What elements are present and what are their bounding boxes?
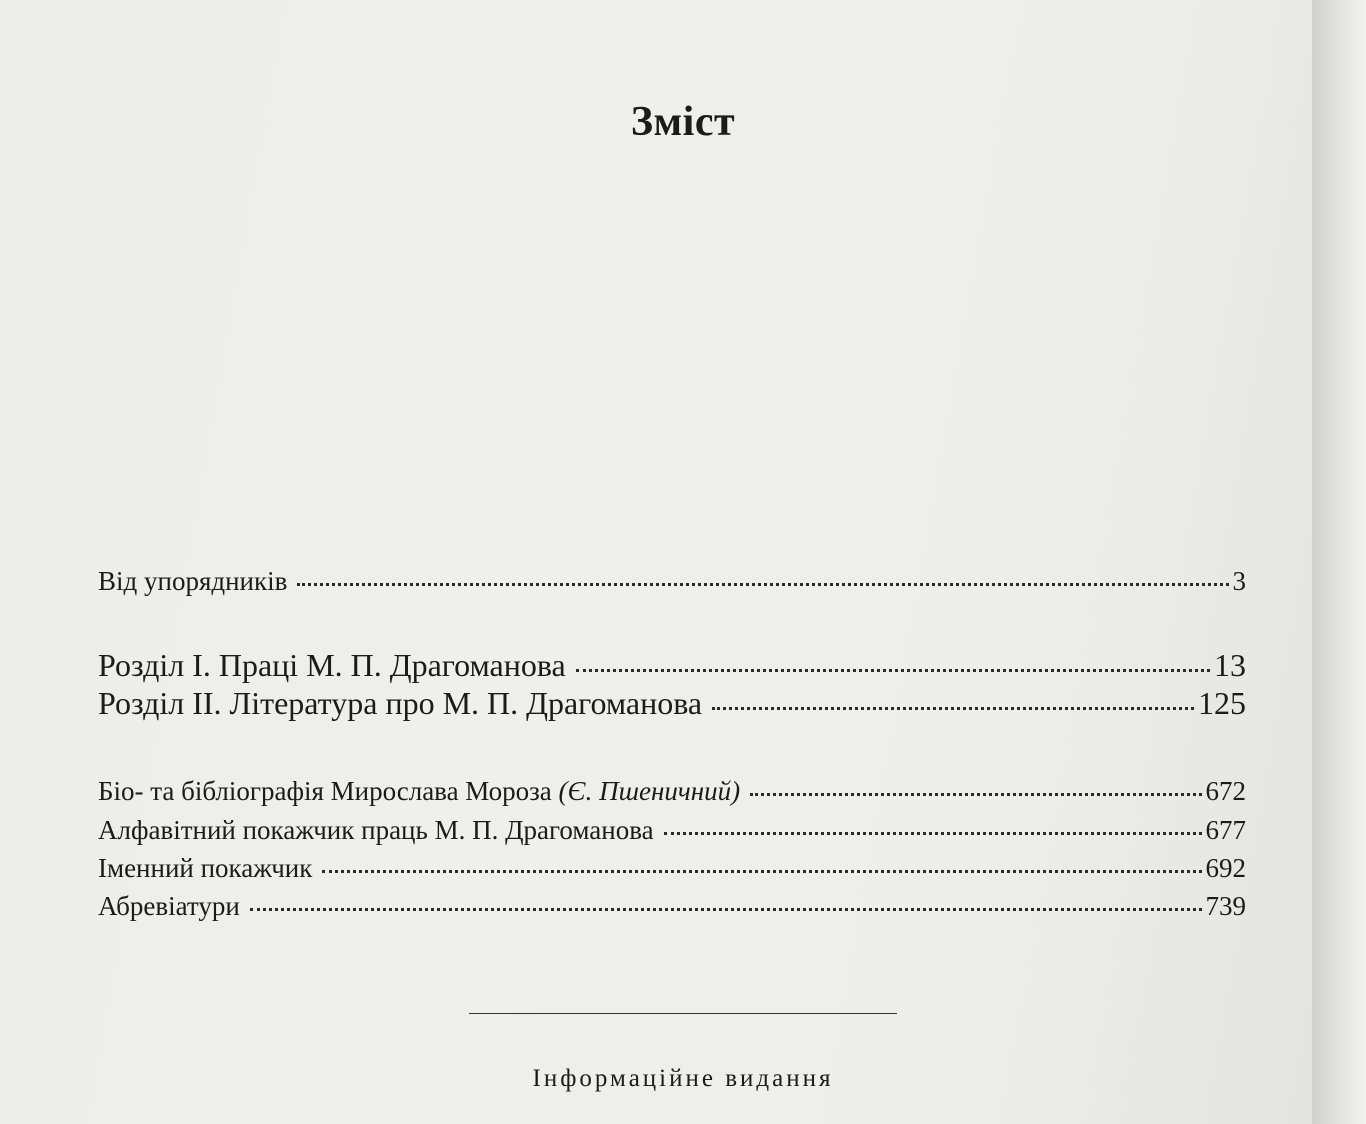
toc-entry bbox=[98, 566, 1246, 597]
toc-leader-dots bbox=[750, 772, 1201, 796]
toc-entry-author: (Є. Пшеничний) bbox=[558, 776, 741, 807]
toc-leader-dots bbox=[250, 887, 1202, 911]
toc-entry-label: Від упорядників bbox=[98, 566, 288, 597]
toc-group-appendix bbox=[98, 776, 1246, 922]
toc-entry-label: Розділ I. Праці М. П. Драгоманова bbox=[98, 647, 566, 683]
toc-entry-page: 13 bbox=[1214, 647, 1246, 683]
toc-entry bbox=[98, 776, 1246, 807]
footer-publication-type: Інформаційне видання bbox=[532, 1065, 834, 1092]
toc-entry-page: 739 bbox=[1205, 891, 1246, 922]
toc-entry bbox=[98, 853, 1246, 884]
horizontal-rule bbox=[469, 1013, 897, 1014]
toc-entry-title: Біо- та бібліографія Мирослава Мороза bbox=[98, 776, 552, 807]
toc-entry-label bbox=[98, 776, 750, 807]
toc-entry-label: Абревіатури bbox=[98, 891, 240, 922]
toc-leader-dots bbox=[664, 810, 1202, 834]
toc-entry-page: 3 bbox=[1232, 566, 1246, 597]
toc-group-intro bbox=[98, 566, 1246, 597]
toc-entry bbox=[98, 647, 1246, 684]
toc-leader-dots bbox=[576, 643, 1210, 672]
toc-leader-dots bbox=[712, 681, 1194, 710]
toc-entry-page: 692 bbox=[1205, 852, 1246, 883]
toc-leader-dots bbox=[322, 849, 1201, 873]
page-title: Зміст bbox=[630, 99, 736, 145]
page-edge bbox=[1312, 0, 1366, 1124]
toc-entry bbox=[98, 891, 1246, 922]
toc-entry-page: 672 bbox=[1205, 776, 1246, 807]
toc-entry bbox=[98, 814, 1246, 845]
toc-entry bbox=[98, 685, 1246, 722]
toc-entry-label: Іменний покажчик bbox=[98, 852, 313, 883]
toc-group-sections bbox=[98, 647, 1246, 722]
toc-leader-dots bbox=[297, 562, 1228, 586]
toc-entry-label: Алфавітний покажчик праць М. П. Драгоманова bbox=[98, 814, 654, 845]
toc-entry-page: 677 bbox=[1205, 814, 1246, 845]
toc-entry-label: Розділ II. Література про М. П. Драгоманова bbox=[98, 685, 703, 721]
toc-entry-page: 125 bbox=[1198, 685, 1246, 721]
